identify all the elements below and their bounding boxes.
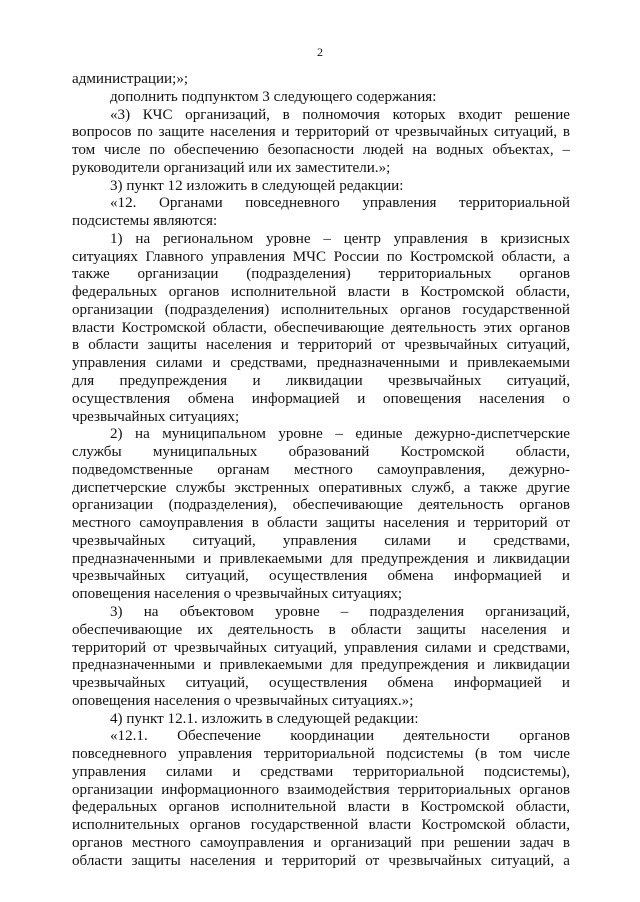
text-line: организации информационного взаимодействия территориальных органов: [72, 781, 570, 798]
text-line: чрезвычайных ситуаций, осуществления обмена информацией и: [72, 568, 570, 585]
text-line: «12.1. Обеспечение координации деятельности органов: [110, 728, 570, 745]
text-line: власти Костромской области, обеспечивающие деятельность этих органов: [72, 319, 570, 336]
text-line: 1) на региональном уровне – центр управления в кризисных: [110, 230, 570, 247]
text-line: службы муниципальных образований Костромской области,: [72, 444, 570, 461]
text-line: управления силами и средствами территориальной подсистемы),: [72, 763, 570, 780]
text-line: организации (подразделения) исполнительных органов государственной: [72, 301, 570, 318]
text-line: подведомственные органам местного самоуправления, дежурно-: [72, 461, 570, 478]
document-body: [72, 71, 570, 870]
text-line: диспетчерские службы экстренных оперативных служб, а также другие: [72, 479, 570, 496]
text-line: 3) на объектовом уровне – подразделения организаций,: [110, 603, 570, 620]
text-line: 4) пункт 12.1. изложить в следующей редакции:: [110, 710, 419, 727]
text-line: местного самоуправления в области защиты населения и территорий от: [72, 515, 570, 532]
text-line: руководители организаций или их заместители.»;: [72, 159, 391, 176]
text-line: федеральных органов исполнительной власти в Костромской области,: [72, 799, 570, 816]
text-line: «12. Органами повседневного управления территориальной: [110, 195, 570, 212]
text-line: том числе по обеспечению безопасности людей на водных объектах, –: [72, 142, 570, 159]
text-line: для предупреждения и ликвидации чрезвычайных ситуаций,: [72, 373, 570, 390]
text-line: органов местного самоуправления и организаций при решении задач в: [72, 834, 570, 851]
text-line: вопросов по защите населения и территорий от чрезвычайных ситуаций, в: [72, 124, 570, 141]
text-line: ситуациях Главного управления МЧС России по Костромской области, а: [72, 248, 570, 265]
text-line: дополнить подпунктом 3 следующего содержания:: [110, 88, 437, 105]
text-line: чрезвычайных ситуаций, осуществления обмена информацией и: [72, 675, 570, 692]
text-line: управления силами и средствами, предназначенными и привлекаемыми: [72, 355, 570, 372]
text-line: «3) КЧС организаций, в полномочия которых входит решение: [110, 106, 570, 123]
text-line: предназначенными и привлекаемыми для предупреждения и ликвидации: [72, 550, 570, 567]
text-line: исполнительных органов государственной власти Костромской области,: [72, 817, 570, 834]
text-line: территорий от чрезвычайных ситуаций, управления силами и средствами,: [72, 639, 570, 656]
text-line: осуществления обмена информацией и оповещения населения о: [72, 390, 570, 407]
page-number: 2: [317, 45, 323, 59]
text-line: чрезвычайных ситуациях;: [72, 408, 240, 425]
text-line: повседневного управления территориальной подсистемы (в том числе: [72, 746, 570, 763]
text-line: чрезвычайных ситуаций, управления силами и средствами,: [72, 532, 570, 549]
text-line: организации (подразделения), обеспечивающие деятельность органов: [72, 497, 570, 514]
text-line: оповещения населения о чрезвычайных ситуациях.»;: [72, 692, 414, 709]
text-line: в области защиты населения и территорий от чрезвычайных ситуаций,: [72, 337, 570, 354]
text-line: администрации;»;: [72, 71, 189, 87]
text-line: также организации (подразделения) территориальных органов: [72, 266, 570, 283]
text-line: 3) пункт 12 изложить в следующей редакции:: [110, 177, 404, 194]
text-line: оповещения населения о чрезвычайных ситуациях;: [72, 586, 403, 603]
text-line: федеральных органов исполнительной власти в Костромской области,: [72, 284, 570, 301]
text-line: подсистемы являются:: [72, 213, 218, 230]
text-line: обеспечивающие их деятельность в области защиты населения и: [72, 621, 570, 638]
text-line: предназначенными и привлекаемыми для предупреждения и ликвидации: [72, 657, 570, 674]
text-line: области защиты населения и территорий от чрезвычайных ситуаций, а: [72, 852, 570, 869]
text-line: 2) на муниципальном уровне – единые дежурно-диспетчерские: [110, 426, 570, 443]
